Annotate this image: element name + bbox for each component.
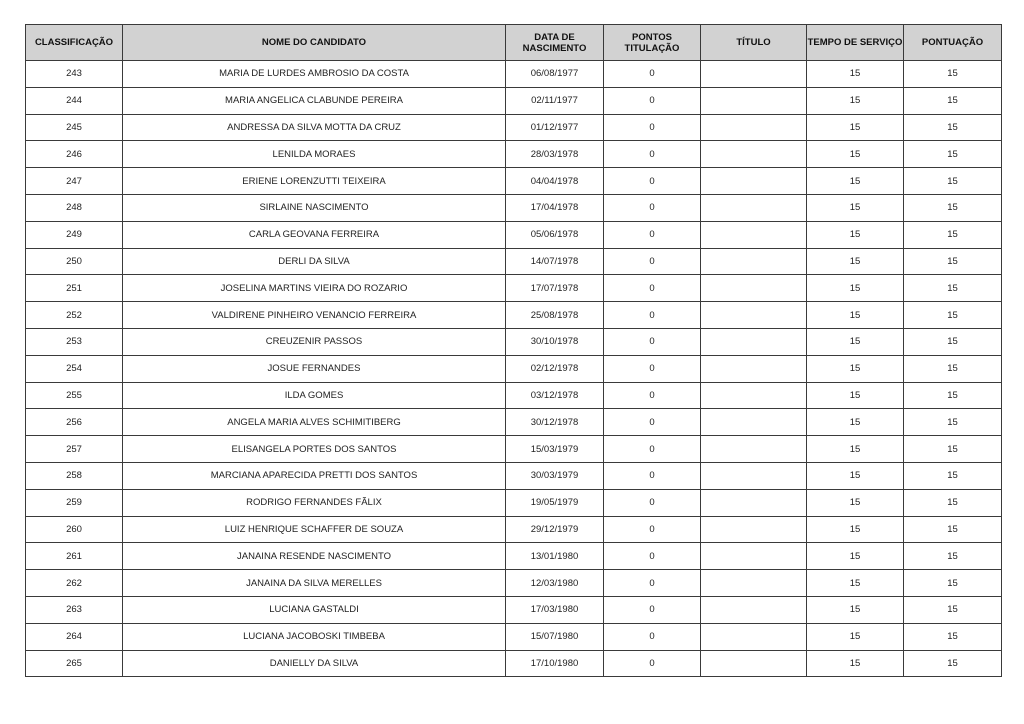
table-row (26, 221, 1002, 248)
table-row (26, 355, 1002, 382)
titulo-cell (701, 275, 807, 302)
table-row (26, 489, 1002, 516)
pontuacao-cell: 15 (904, 141, 1002, 168)
header-tempo-de-servico: TEMPO DE SERVIÇO (807, 25, 904, 61)
classificacao-cell: 246 (26, 141, 123, 168)
pontos-titulacao-cell: 0 (604, 489, 701, 516)
titulo-cell (701, 87, 807, 114)
data-nascimento-cell: 17/03/1980 (506, 596, 604, 623)
titulo-cell (701, 168, 807, 195)
nome-cell: VALDIRENE PINHEIRO VENANCIO FERREIRA (123, 302, 506, 329)
pontuacao-cell: 15 (904, 436, 1002, 463)
pontos-titulacao-cell: 0 (604, 87, 701, 114)
classificacao-cell: 244 (26, 87, 123, 114)
data-nascimento-cell: 28/03/1978 (506, 141, 604, 168)
table-row (26, 570, 1002, 597)
pontuacao-cell: 15 (904, 302, 1002, 329)
pontuacao-cell: 15 (904, 87, 1002, 114)
classificacao-cell: 248 (26, 194, 123, 221)
nome-cell: RODRIGO FERNANDES FÃLIX (123, 489, 506, 516)
nome-cell: ANGELA MARIA ALVES SCHIMITIBERG (123, 409, 506, 436)
nome-cell: DANIELLY DA SILVA (123, 650, 506, 677)
table-row (26, 302, 1002, 329)
pontuacao-cell: 15 (904, 194, 1002, 221)
data-nascimento-cell: 04/04/1978 (506, 168, 604, 195)
classificacao-cell: 252 (26, 302, 123, 329)
table-row (26, 168, 1002, 195)
pontuacao-cell: 15 (904, 596, 1002, 623)
classificacao-cell: 265 (26, 650, 123, 677)
tempo-servico-cell: 15 (807, 87, 904, 114)
data-nascimento-cell: 02/11/1977 (506, 87, 604, 114)
data-nascimento-cell: 14/07/1978 (506, 248, 604, 275)
table-row (26, 650, 1002, 677)
pontos-titulacao-cell: 0 (604, 61, 701, 88)
header-titulo: TÍTULO (701, 25, 807, 61)
header-nome-do-candidato: NOME DO CANDIDATO (123, 25, 506, 61)
titulo-cell (701, 248, 807, 275)
table-row (26, 328, 1002, 355)
table-row (26, 436, 1002, 463)
tempo-servico-cell: 15 (807, 355, 904, 382)
tempo-servico-cell: 15 (807, 409, 904, 436)
tempo-servico-cell: 15 (807, 141, 904, 168)
table-row (26, 141, 1002, 168)
data-nascimento-cell: 29/12/1979 (506, 516, 604, 543)
nome-cell: ERIENE LORENZUTTI TEIXEIRA (123, 168, 506, 195)
pontuacao-cell: 15 (904, 516, 1002, 543)
pontuacao-cell: 15 (904, 355, 1002, 382)
nome-cell: ANDRESSA DA SILVA MOTTA DA CRUZ (123, 114, 506, 141)
nome-cell: JANAINA RESENDE NASCIMENTO (123, 543, 506, 570)
data-nascimento-cell: 17/10/1980 (506, 650, 604, 677)
tempo-servico-cell: 15 (807, 328, 904, 355)
nome-cell: LUCIANA GASTALDI (123, 596, 506, 623)
pontos-titulacao-cell: 0 (604, 382, 701, 409)
pontos-titulacao-cell: 0 (604, 462, 701, 489)
pontuacao-cell: 15 (904, 168, 1002, 195)
data-nascimento-cell: 02/12/1978 (506, 355, 604, 382)
classificacao-cell: 249 (26, 221, 123, 248)
table-row (26, 462, 1002, 489)
titulo-cell (701, 61, 807, 88)
tempo-servico-cell: 15 (807, 623, 904, 650)
tempo-servico-cell: 15 (807, 489, 904, 516)
nome-cell: CARLA GEOVANA FERREIRA (123, 221, 506, 248)
classification-table (25, 24, 1002, 677)
classificacao-cell: 254 (26, 355, 123, 382)
table-row (26, 194, 1002, 221)
titulo-cell (701, 328, 807, 355)
classificacao-cell: 251 (26, 275, 123, 302)
titulo-cell (701, 650, 807, 677)
table-row (26, 382, 1002, 409)
pontuacao-cell: 15 (904, 570, 1002, 597)
titulo-cell (701, 141, 807, 168)
tempo-servico-cell: 15 (807, 650, 904, 677)
nome-cell: ELISANGELA PORTES DOS SANTOS (123, 436, 506, 463)
data-nascimento-cell: 15/03/1979 (506, 436, 604, 463)
classificacao-cell: 257 (26, 436, 123, 463)
table-header-row (26, 25, 1002, 61)
classificacao-cell: 263 (26, 596, 123, 623)
tempo-servico-cell: 15 (807, 275, 904, 302)
pontuacao-cell: 15 (904, 221, 1002, 248)
tempo-servico-cell: 15 (807, 221, 904, 248)
data-nascimento-cell: 12/03/1980 (506, 570, 604, 597)
pontos-titulacao-cell: 0 (604, 436, 701, 463)
nome-cell: MARCIANA APARECIDA PRETTI DOS SANTOS (123, 462, 506, 489)
table-row (26, 87, 1002, 114)
header-classificacao: CLASSIFICAÇÃO (26, 25, 123, 61)
pontuacao-cell: 15 (904, 409, 1002, 436)
header-data-de-nascimento: DATA DE NASCIMENTO (506, 25, 604, 61)
tempo-servico-cell: 15 (807, 462, 904, 489)
titulo-cell (701, 436, 807, 463)
table-row (26, 114, 1002, 141)
classificacao-cell: 250 (26, 248, 123, 275)
titulo-cell (701, 596, 807, 623)
pontos-titulacao-cell: 0 (604, 221, 701, 248)
titulo-cell (701, 355, 807, 382)
data-nascimento-cell: 01/12/1977 (506, 114, 604, 141)
table-row (26, 409, 1002, 436)
nome-cell: LUCIANA JACOBOSKI TIMBEBA (123, 623, 506, 650)
pontos-titulacao-cell: 0 (604, 570, 701, 597)
tempo-servico-cell: 15 (807, 168, 904, 195)
pontos-titulacao-cell: 0 (604, 543, 701, 570)
pontos-titulacao-cell: 0 (604, 516, 701, 543)
data-nascimento-cell: 15/07/1980 (506, 623, 604, 650)
pontuacao-cell: 15 (904, 462, 1002, 489)
table-row (26, 623, 1002, 650)
pontos-titulacao-cell: 0 (604, 409, 701, 436)
titulo-cell (701, 221, 807, 248)
pontuacao-cell: 15 (904, 114, 1002, 141)
pontos-titulacao-cell: 0 (604, 248, 701, 275)
nome-cell: CREUZENIR PASSOS (123, 328, 506, 355)
pontos-titulacao-cell: 0 (604, 302, 701, 329)
pontos-titulacao-cell: 0 (604, 275, 701, 302)
tempo-servico-cell: 15 (807, 516, 904, 543)
data-nascimento-cell: 06/08/1977 (506, 61, 604, 88)
pontos-titulacao-cell: 0 (604, 650, 701, 677)
data-nascimento-cell: 30/03/1979 (506, 462, 604, 489)
pontos-titulacao-cell: 0 (604, 168, 701, 195)
tempo-servico-cell: 15 (807, 382, 904, 409)
tempo-servico-cell: 15 (807, 596, 904, 623)
data-nascimento-cell: 13/01/1980 (506, 543, 604, 570)
titulo-cell (701, 409, 807, 436)
pontos-titulacao-cell: 0 (604, 328, 701, 355)
titulo-cell (701, 516, 807, 543)
table-row (26, 61, 1002, 88)
table-body (26, 61, 1002, 677)
classificacao-cell: 258 (26, 462, 123, 489)
pontuacao-cell: 15 (904, 543, 1002, 570)
nome-cell: LENILDA MORAES (123, 141, 506, 168)
tempo-servico-cell: 15 (807, 194, 904, 221)
titulo-cell (701, 489, 807, 516)
nome-cell: DERLI DA SILVA (123, 248, 506, 275)
titulo-cell (701, 382, 807, 409)
header-pontos-titulacao: PONTOS TITULAÇÃO (604, 25, 701, 61)
pontos-titulacao-cell: 0 (604, 194, 701, 221)
classificacao-cell: 259 (26, 489, 123, 516)
nome-cell: JOSELINA MARTINS VIEIRA DO ROZARIO (123, 275, 506, 302)
nome-cell: JANAINA DA SILVA MERELLES (123, 570, 506, 597)
pontos-titulacao-cell: 0 (604, 596, 701, 623)
classificacao-cell: 247 (26, 168, 123, 195)
titulo-cell (701, 570, 807, 597)
tempo-servico-cell: 15 (807, 114, 904, 141)
table-row (26, 248, 1002, 275)
table-row (26, 516, 1002, 543)
classificacao-cell: 264 (26, 623, 123, 650)
titulo-cell (701, 462, 807, 489)
classificacao-cell: 261 (26, 543, 123, 570)
data-nascimento-cell: 05/06/1978 (506, 221, 604, 248)
titulo-cell (701, 543, 807, 570)
pontos-titulacao-cell: 0 (604, 114, 701, 141)
tempo-servico-cell: 15 (807, 302, 904, 329)
classificacao-cell: 255 (26, 382, 123, 409)
titulo-cell (701, 623, 807, 650)
pontuacao-cell: 15 (904, 248, 1002, 275)
nome-cell: ILDA GOMES (123, 382, 506, 409)
titulo-cell (701, 114, 807, 141)
pontos-titulacao-cell: 0 (604, 623, 701, 650)
classificacao-cell: 253 (26, 328, 123, 355)
pontuacao-cell: 15 (904, 489, 1002, 516)
pontuacao-cell: 15 (904, 328, 1002, 355)
data-nascimento-cell: 19/05/1979 (506, 489, 604, 516)
nome-cell: MARIA ANGELICA CLABUNDE PEREIRA (123, 87, 506, 114)
data-nascimento-cell: 17/04/1978 (506, 194, 604, 221)
data-nascimento-cell: 30/12/1978 (506, 409, 604, 436)
data-nascimento-cell: 17/07/1978 (506, 275, 604, 302)
pontos-titulacao-cell: 0 (604, 355, 701, 382)
classificacao-cell: 243 (26, 61, 123, 88)
table-row (26, 596, 1002, 623)
data-nascimento-cell: 03/12/1978 (506, 382, 604, 409)
tempo-servico-cell: 15 (807, 248, 904, 275)
data-nascimento-cell: 25/08/1978 (506, 302, 604, 329)
nome-cell: LUIZ HENRIQUE SCHAFFER DE SOUZA (123, 516, 506, 543)
pontuacao-cell: 15 (904, 61, 1002, 88)
pontuacao-cell: 15 (904, 650, 1002, 677)
titulo-cell (701, 302, 807, 329)
data-nascimento-cell: 30/10/1978 (506, 328, 604, 355)
tempo-servico-cell: 15 (807, 436, 904, 463)
classificacao-cell: 245 (26, 114, 123, 141)
pontos-titulacao-cell: 0 (604, 141, 701, 168)
pontuacao-cell: 15 (904, 275, 1002, 302)
classificacao-cell: 260 (26, 516, 123, 543)
tempo-servico-cell: 15 (807, 570, 904, 597)
nome-cell: SIRLAINE NASCIMENTO (123, 194, 506, 221)
pontuacao-cell: 15 (904, 382, 1002, 409)
tempo-servico-cell: 15 (807, 61, 904, 88)
nome-cell: JOSUE FERNANDES (123, 355, 506, 382)
pontuacao-cell: 15 (904, 623, 1002, 650)
tempo-servico-cell: 15 (807, 543, 904, 570)
classificacao-cell: 262 (26, 570, 123, 597)
nome-cell: MARIA DE LURDES AMBROSIO DA COSTA (123, 61, 506, 88)
classificacao-cell: 256 (26, 409, 123, 436)
header-pontuacao: PONTUAÇÃO (904, 25, 1002, 61)
titulo-cell (701, 194, 807, 221)
table-row (26, 275, 1002, 302)
table-row (26, 543, 1002, 570)
